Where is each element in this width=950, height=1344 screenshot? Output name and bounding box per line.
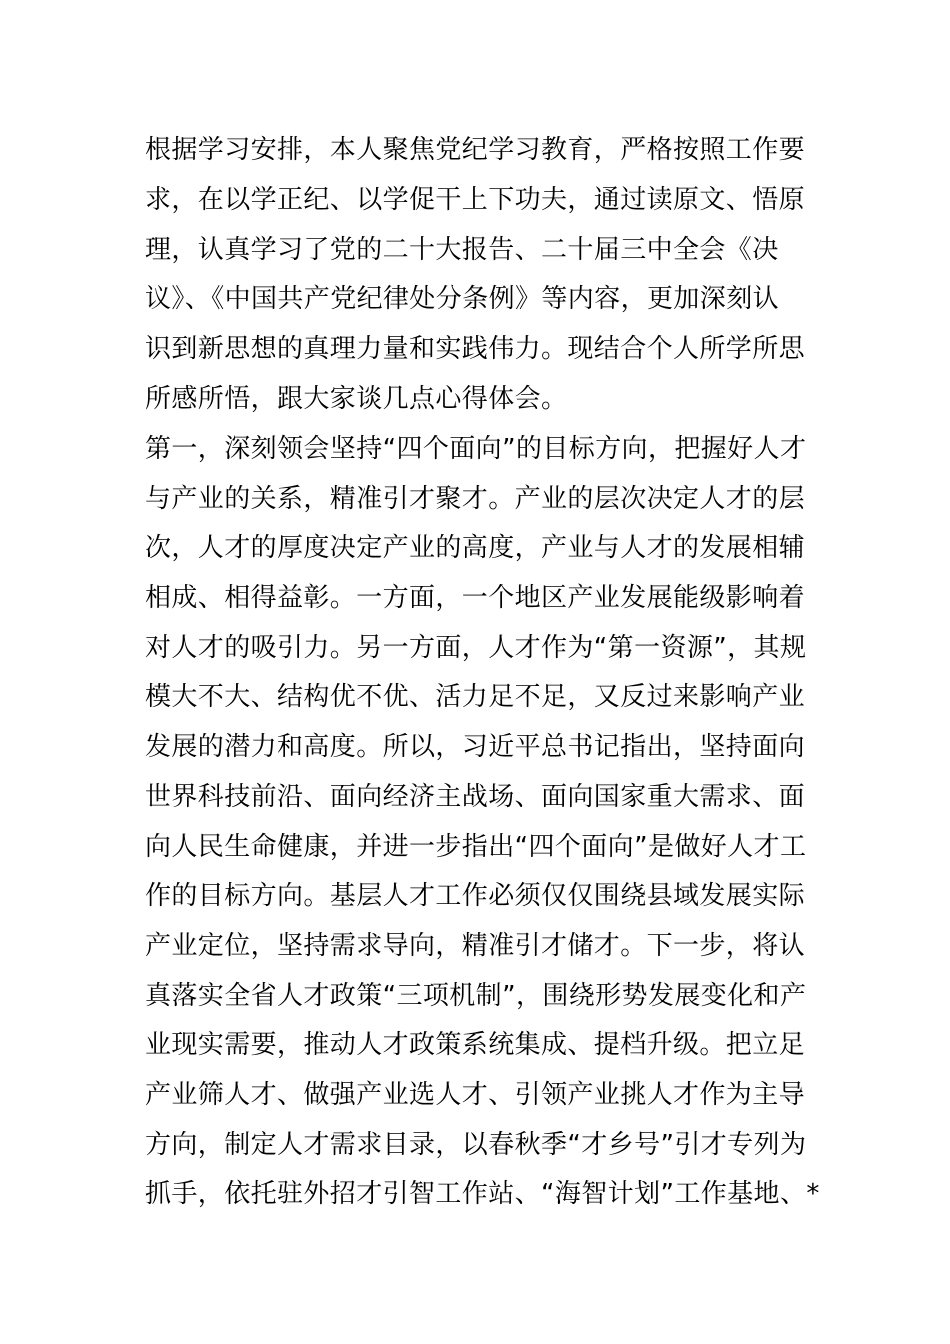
text-line: 理，认真学习了党的二十大报告、二十届三中全会《决	[145, 235, 779, 265]
text-line: 向人民生命健康，并进一步指出“四个面向”是做好人才工	[145, 832, 807, 862]
text-line: 产业定位，坚持需求导向，精准引才储才。下一步，将认	[145, 931, 806, 961]
text-line: 抓手，依托驻外招才引智工作站、“海智计划”工作基地、*	[145, 1179, 820, 1209]
text-line: 真落实全省人才政策“三项机制”，围绕形势发展变化和产	[145, 981, 807, 1011]
text-line: 发展的潜力和高度。所以，习近平总书记指出，坚持面向	[145, 732, 806, 762]
text-line: 根据学习安排，本人聚焦党纪学习教育，严格按照工作要	[145, 135, 806, 165]
text-line: 与产业的关系，精准引才聚才。产业的层次决定人才的层	[145, 484, 806, 514]
text-line: 求，在以学正纪、以学促干上下功夫，通过读原文、悟原	[145, 185, 806, 215]
text-line: 对人才的吸引力。另一方面，人才作为“第一资源”，其规	[145, 633, 807, 663]
text-line: 识到新思想的真理力量和实践伟力。现结合个人所学所思	[145, 334, 806, 364]
text-line: 模大不大、结构优不优、活力足不足，又反过来影响产业	[145, 682, 806, 712]
text-line: 第一，深刻领会坚持“四个面向”的目标方向，把握好人才	[145, 434, 807, 464]
text-line: 业现实需要，推动人才政策系统集成、提档升级。把立足	[145, 1030, 806, 1060]
text-line: 议》、《中国共产党纪律处分条例》等内容，更加深刻认	[145, 284, 780, 314]
text-line: 相成、相得益彰。一方面，一个地区产业发展能级影响着	[145, 583, 806, 613]
text-line: 次，人才的厚度决定产业的高度，产业与人才的发展相辅	[145, 533, 806, 563]
text-line: 作的目标方向。基层人才工作必须仅仅围绕县域发展实际	[145, 881, 806, 911]
text-line: 方向，制定人才需求目录，以春秋季“才乡号”引才专列为	[145, 1130, 807, 1160]
text-line: 世界科技前沿、面向经济主战场、面向国家重大需求、面	[145, 782, 806, 812]
text-line: 所感所悟，跟大家谈几点心得体会。	[145, 384, 568, 414]
text-line: 产业筛人才、做强产业选人才、引领产业挑人才作为主导	[145, 1080, 806, 1110]
